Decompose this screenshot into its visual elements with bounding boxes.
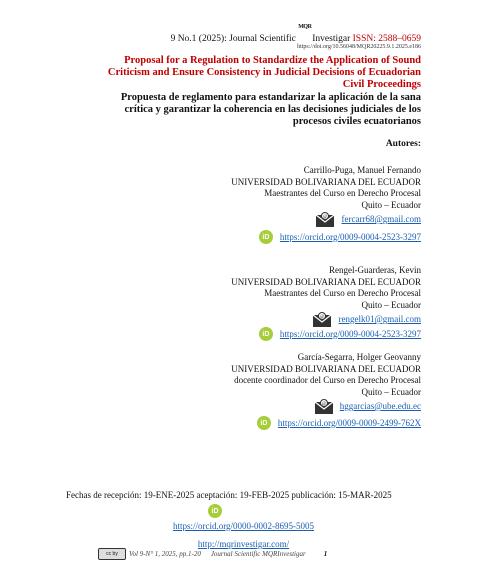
journal-suffix: Investigar bbox=[312, 34, 351, 44]
author-name: Rengel-Guarderas, Kevin bbox=[329, 265, 421, 275]
svg-text:@: @ bbox=[320, 314, 325, 320]
author-location: Quito – Ecuador bbox=[361, 200, 421, 211]
author-location: Quito – Ecuador bbox=[361, 387, 421, 398]
footer-volume: Vol 9-N° 1, 2025, pp.1-20 bbox=[129, 550, 201, 558]
author-name: Carrillo-Puga, Manuel Fernando bbox=[303, 165, 421, 175]
orcid-icon: iD bbox=[257, 416, 271, 430]
author-institution: UNIVERSIDAD BOLIVARIANA DEL ECUADOR bbox=[231, 176, 421, 187]
title-spanish: Propuesta de reglamento para estandarizar la aplicación de la sana crítica y garantizar la coherencia en las decisiones judiciales de los procesos civiles ecuatorianos bbox=[120, 92, 421, 128]
journal-orcid-link[interactable]: https://orcid.org/0000-0002-8695-5005 bbox=[172, 521, 315, 531]
author-name: García-Segarra, Holger Geovanny bbox=[297, 352, 421, 362]
page-footer bbox=[98, 548, 327, 560]
author-block bbox=[121, 352, 421, 415]
orcid-icon: iD bbox=[259, 230, 273, 244]
orcid-icon: iD bbox=[259, 327, 273, 341]
orcid-row bbox=[259, 327, 421, 341]
orcid-icon: iD bbox=[208, 504, 222, 518]
journal-orcid-row bbox=[0, 504, 487, 552]
publication-dates: Fechas de recepción: 19-ENE-2025 aceptación: 19-FEB-2025 publicación: 15-MAR-2025 bbox=[66, 490, 392, 500]
envelope-icon bbox=[315, 212, 335, 228]
footer-journal: Journal Scientific MQRInvestigar bbox=[210, 550, 306, 558]
journal-website-link[interactable]: http://mqrinvestigar.com/ bbox=[197, 539, 290, 549]
authors-label: Autores: bbox=[385, 139, 421, 149]
author-institution: UNIVERSIDAD BOLIVARIANA DEL ECUADOR bbox=[231, 363, 421, 374]
issn-text: ISSN: 2588–0659 bbox=[352, 34, 421, 44]
journal-header bbox=[170, 24, 421, 44]
orcid-row bbox=[259, 230, 421, 244]
author-role: Maestrantes del Curso en Derecho Procesal bbox=[264, 288, 421, 299]
author-role: docente coordinador del Curso en Derecho Procesal bbox=[234, 375, 421, 386]
journal-logo: MQR bbox=[298, 24, 312, 30]
author-role: Maestrantes del Curso en Derecho Procesal bbox=[264, 188, 421, 199]
cc-license-icon: cc by bbox=[98, 548, 126, 560]
citation-prefix: 9 No.1 (2025): Journal Scientific bbox=[170, 34, 296, 44]
title-english: Proposal for a Regulation to Standardize the Application of Sound Criticism and Ensure Consistency in Judicial Decisions of Ecuadorian Civil Proceedings bbox=[107, 55, 421, 90]
author-email-link[interactable]: hggarcias@ube.edu.ec bbox=[339, 400, 421, 411]
author-institution: UNIVERSIDAD BOLIVARIANA DEL ECUADOR bbox=[231, 276, 421, 287]
author-email-link[interactable]: rengelk01@gmail.com bbox=[338, 313, 421, 324]
envelope-icon bbox=[312, 312, 332, 328]
orcid-row bbox=[257, 416, 421, 430]
envelope-icon bbox=[314, 399, 334, 415]
author-orcid-link[interactable]: https://orcid.org/0009-0004-2523-3297 bbox=[279, 329, 421, 339]
author-block bbox=[121, 165, 421, 228]
doi-link[interactable]: https://doi.org/10.56048/MQR20225.9.1.2025.e186 bbox=[297, 44, 421, 50]
author-orcid-link[interactable]: https://orcid.org/0009-0009-2499-762X bbox=[277, 418, 421, 428]
author-orcid-link[interactable]: https://orcid.org/0009-0004-2523-3297 bbox=[279, 232, 421, 242]
author-email-link[interactable]: fercarr68@gmail.com bbox=[341, 213, 421, 224]
svg-text:@: @ bbox=[321, 401, 327, 407]
svg-text:@: @ bbox=[323, 214, 328, 220]
page-number: 1 bbox=[323, 550, 328, 558]
author-location: Quito – Ecuador bbox=[361, 300, 421, 311]
author-block bbox=[121, 265, 421, 328]
